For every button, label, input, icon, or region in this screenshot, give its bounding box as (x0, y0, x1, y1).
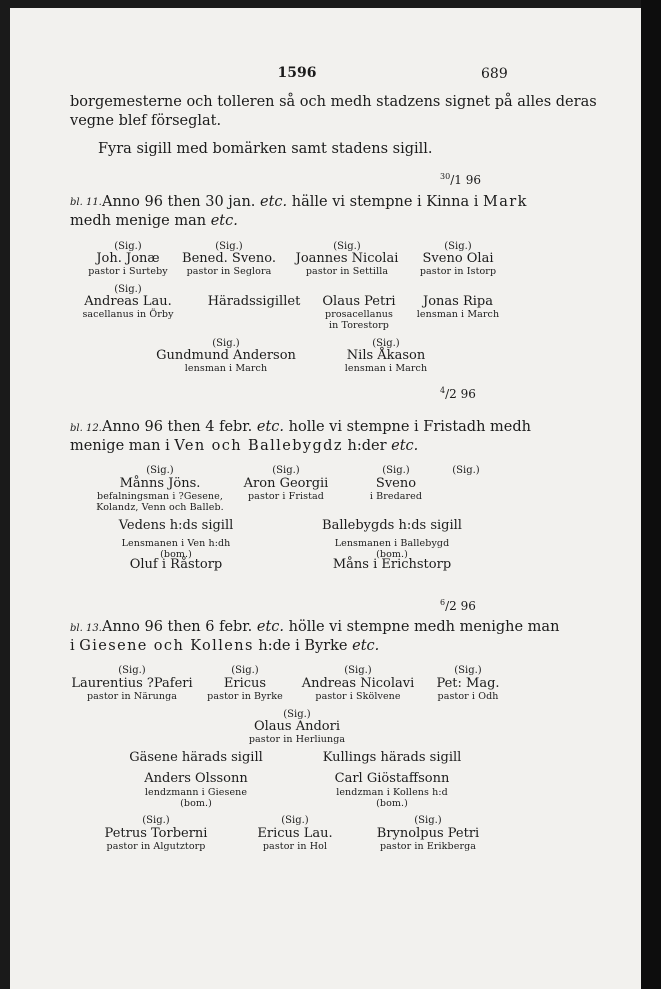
sig-mark: (Sig.) (212, 338, 240, 349)
signatory-name: Andreas Nicolavi (301, 676, 415, 691)
signatory-role: pastor in Hol (262, 841, 328, 852)
sig-mark: (Sig.) (414, 815, 442, 826)
bomarke-label: (bom.) (180, 798, 212, 809)
signatory-role: Lensmanen i Ven h:dh (121, 538, 231, 549)
signatory-name: Petrus Torberni (104, 826, 208, 841)
signatory-role: pastor in Seglora (186, 266, 272, 277)
section-date: $^6$/2 96 (440, 598, 476, 613)
district-seal: Kullings härads sigill (322, 750, 462, 765)
signatory-name: Sveno Olai (422, 251, 494, 266)
signatory-name: Carl Giöstaffsonn (334, 771, 450, 786)
signatory-name: Jonas Ripa (423, 294, 493, 309)
signatory-role: pastor i Odh (437, 691, 499, 702)
signatory-name: Anders Olssonn (144, 771, 248, 786)
signatory-role: Lensmanen i Ballebygd (334, 538, 450, 549)
sig-mark: (Sig.) (146, 465, 174, 476)
signatory-role: lendzman i Kollens h:d (336, 787, 448, 798)
sig-mark: (Sig.) (118, 665, 146, 676)
signatory-name: Laurentius ?Paferi (71, 676, 193, 691)
section-heading-line-2: menige man i Ven och Ballebygdz h:der etc. (70, 438, 419, 454)
sig-mark: (Sig.) (114, 284, 142, 295)
signatory-name: Bened. Sveno. (182, 251, 276, 266)
bomarke-label: (bom.) (160, 549, 192, 560)
signatory-role: pastor in Herliunga (248, 734, 346, 745)
page-number: 689 (481, 66, 508, 82)
section-heading-line-2: medh menige man etc. (70, 213, 238, 229)
signatory-role: befalningsman i ?Gesene, (97, 491, 223, 502)
sig-mark: (Sig.) (272, 465, 300, 476)
sig-mark: (Sig.) (452, 465, 480, 476)
sig-mark: (Sig.) (372, 338, 400, 349)
signatory-name: Nils Åkason (346, 348, 426, 363)
sig-mark: (Sig.) (333, 241, 361, 252)
intro-line-1: borgemesterne och tolleren så och medh stadzens signet på alles deras (70, 94, 597, 110)
section-heading-line-1: Anno 96 then 30 jan. etc. hälle vi stempne i Kinna i Mark (102, 194, 528, 210)
signatory-role: pastor in Byrke (207, 691, 283, 702)
page-edge-shadow (641, 0, 661, 989)
signatory-role: pastor in Algutztorp (106, 841, 206, 852)
signatory-role: i Bredared (369, 491, 423, 502)
sig-mark: (Sig.) (344, 665, 372, 676)
folio-label: bl. 13. (70, 623, 102, 634)
district-seal: Vedens h:ds sigill (118, 518, 234, 533)
folio-label: bl. 11. (70, 197, 102, 208)
section-heading-line-1: Anno 96 then 6 febr. etc. hölle vi stempne medh menighe man (102, 619, 560, 635)
signatory-role: pastor in Istorp (419, 266, 497, 277)
signatory-role: pastor i Surteby (88, 266, 168, 277)
district-seal: Gäsene härads sigill (129, 750, 263, 765)
signatory-name: Olaus Petri (322, 294, 396, 309)
signatory-name: Joannes Nicolai (295, 251, 399, 266)
signatory-role: Kolandz, Venn och Balleb. (96, 502, 224, 513)
signatory-role: prosacellanus (325, 309, 393, 320)
signatory-role: pastor in Settilla (305, 266, 389, 277)
signatory-role: pastor i Skölvene (315, 691, 401, 702)
bomarke-label: (bom.) (376, 549, 408, 560)
sig-mark: (Sig.) (114, 241, 142, 252)
signatory-role: sacellanus in Örby (82, 309, 174, 320)
intro-line-2: vegne blef förseglat. (70, 113, 222, 129)
signatory-role: in Torestorp (329, 320, 389, 331)
signatory-name: Ericus (223, 676, 267, 691)
section-date: $^{30}$/1 96 (440, 172, 481, 187)
intro-line-3: Fyra sigill med bomärken samt stadens sigill. (98, 141, 433, 157)
sig-mark: (Sig.) (231, 665, 259, 676)
sig-mark: (Sig.) (382, 465, 410, 476)
signatory-name: Aron Georgii (243, 476, 329, 491)
signatory-name: Olaus Andori (253, 719, 341, 734)
signatory-name: Ericus Lau. (257, 826, 333, 841)
signatory-role: pastor i Fristad (248, 491, 324, 502)
page-year: 1596 (277, 65, 317, 81)
signatory-name: Sveno (375, 476, 417, 491)
section-date: $^4$/2 96 (440, 386, 476, 401)
signatory-name: Oluf i Råstorp (129, 557, 223, 572)
sig-mark: (Sig.) (215, 241, 243, 252)
signatory-role: lendzmann i Giesene (144, 787, 248, 798)
signatory-name: Pet: Mag. (436, 676, 500, 691)
sig-mark: (Sig.) (454, 665, 482, 676)
section-heading-line-2: i Giesene och Kollens h:de i Byrke etc. (70, 638, 380, 654)
signatory-name: Brynolpus Petri (376, 826, 480, 841)
sig-mark: (Sig.) (283, 709, 311, 720)
signatory-name: Andreas Lau. (84, 294, 172, 309)
signatory-role: lensman i March (344, 363, 428, 374)
signatory-name: Måns i Erichstorp (332, 557, 452, 572)
signatory-role: pastor in Erikberga (379, 841, 477, 852)
district-seal: Häradssigillet (207, 294, 301, 309)
signatory-name: Gundmund Anderson (156, 348, 296, 363)
signatory-role: lensman i March (184, 363, 268, 374)
signatory-role: pastor in Närunga (86, 691, 178, 702)
district-seal: Ballebygds h:ds sigill (322, 518, 462, 533)
bomarke-label: (bom.) (376, 798, 408, 809)
signatory-name: Månns Jöns. (119, 476, 201, 491)
signatory-name: Joh. Jonæ (96, 251, 160, 266)
signatory-role: lensman i March (416, 309, 500, 320)
section-heading-line-1: Anno 96 then 4 febr. etc. holle vi stempne i Fristadh medh (102, 419, 531, 435)
sig-mark: (Sig.) (281, 815, 309, 826)
folio-label: bl. 12. (70, 423, 102, 434)
sig-mark: (Sig.) (142, 815, 170, 826)
sig-mark: (Sig.) (444, 241, 472, 252)
